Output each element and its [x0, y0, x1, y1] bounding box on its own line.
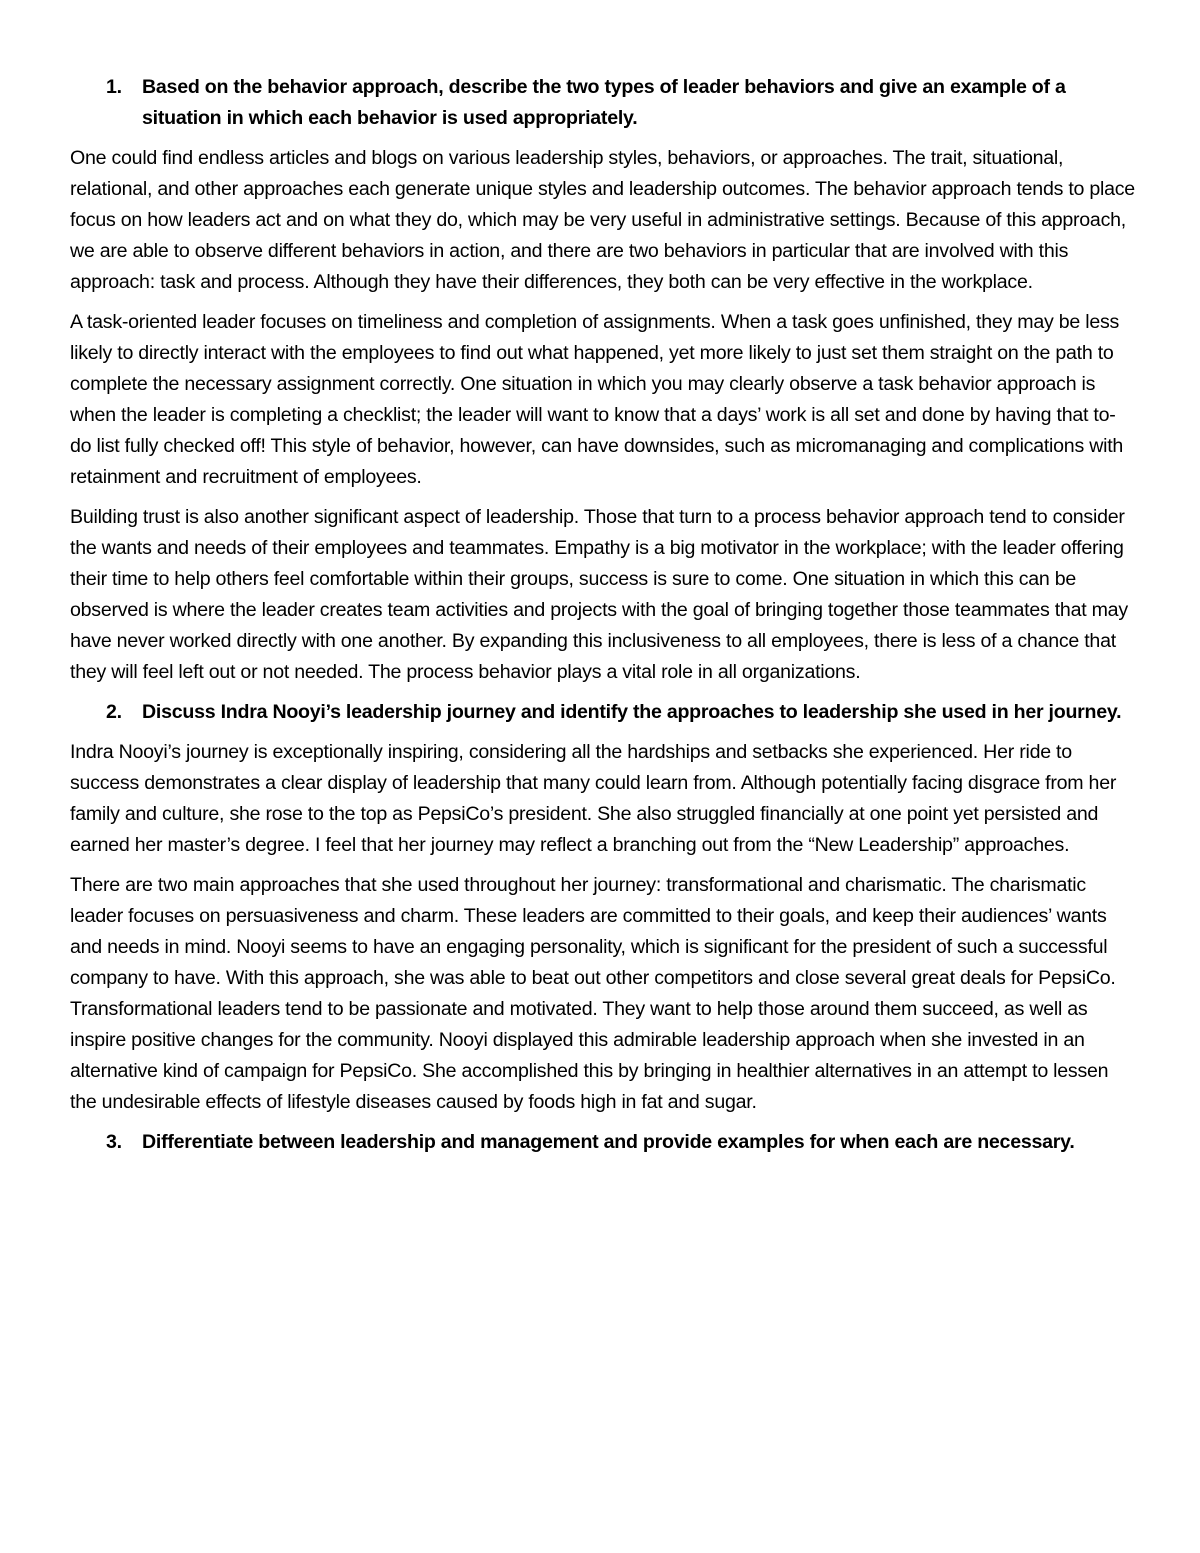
answer-paragraph: One could find endless articles and blogs on various leadership styles, behaviors, or approaches. The trait, situational, relational, and other approaches each generate unique styles and leadership outcomes. The behavior approach tends to place focus on how leaders act and on what they do, which may be very useful in administrative settings. Because of this approach, we are able to observe different behaviors in action, and there are two behaviors in particular that are involved with this approach: task and process. Although they have their differences, they both can be very effective in the workplace. — [70, 147, 1135, 293]
question-number: 1. — [106, 76, 122, 98]
document-page — [70, 72, 1136, 1167]
question-number: 2. — [106, 701, 122, 723]
question-number: 3. — [106, 1131, 122, 1153]
answer-paragraph: Indra Nooyi’s journey is exceptionally inspiring, considering all the hardships and setbacks she experienced. Her ride to success demonstrates a clear display of leadership that many could learn from. Although potentially facing disgrace from her family and culture, she rose to the top as PepsiCo’s president. She also struggled financially at one point yet persisted and earned her master’s degree. I feel that her journey may reflect a branching out from the “New Leadership” approaches. — [70, 741, 1117, 856]
question-2 — [70, 697, 1136, 728]
question-1 — [70, 72, 1136, 134]
question-text: Differentiate between leadership and management and provide examples for when each are necessary. — [142, 1131, 1075, 1153]
answer-paragraph: Building trust is also another significant aspect of leadership. Those that turn to a process behavior approach tend to consider the wants and needs of their employees and teammates. Empathy is a big motivator in the workplace; with the leader offering their time to help others feel comfortable within their groups, success is sure to come. One situation in which this can be observed is where the leader creates team activities and projects with the goal of bringing together those teammates that may have never worked directly with one another. By expanding this inclusiveness to all employees, there is less of a chance that they will feel left out or not needed. The process behavior plays a vital role in all organizations. — [70, 506, 1128, 683]
question-3 — [70, 1127, 1136, 1158]
question-text: Based on the behavior approach, describe the two types of leader behaviors and give an example of a situation in which each behavior is used appropriately. — [142, 76, 1066, 129]
question-text: Discuss Indra Nooyi’s leadership journey and identify the approaches to leadership she used in her journey. — [142, 701, 1122, 723]
answer-paragraph: There are two main approaches that she used throughout her journey: transformational and charismatic. The charismatic leader focuses on persuasiveness and charm. These leaders are committed to their goals, and keep their audiences’ wants and needs in mind. Nooyi seems to have an engaging personality, which is significant for the president of such a successful company to have. With this approach, she was able to beat out other competitors and close several great deals for PepsiCo. Transformational leaders tend to be passionate and motivated. They want to help those around them succeed, as well as inspire positive changes for the community. Nooyi displayed this admirable leadership approach when she invested in an alternative kind of campaign for PepsiCo. She accomplished this by bringing in healthier alternatives in an attempt to lessen the undesirable effects of lifestyle diseases caused by foods high in fat and sugar. — [70, 874, 1116, 1113]
answer-paragraph: A task-oriented leader focuses on timeliness and completion of assignments. When a task goes unfinished, they may be less likely to directly interact with the employees to find out what happened, yet more likely to just set them straight on the path to complete the necessary assignment correctly. One situation in which you may clearly observe a task behavior approach is when the leader is completing a checklist; the leader will want to know that a days’ work is all set and done by having that to-do list fully checked off! This style of behavior, however, can have downsides, such as micromanaging and complications with retainment and recruitment of employees. — [70, 311, 1124, 488]
